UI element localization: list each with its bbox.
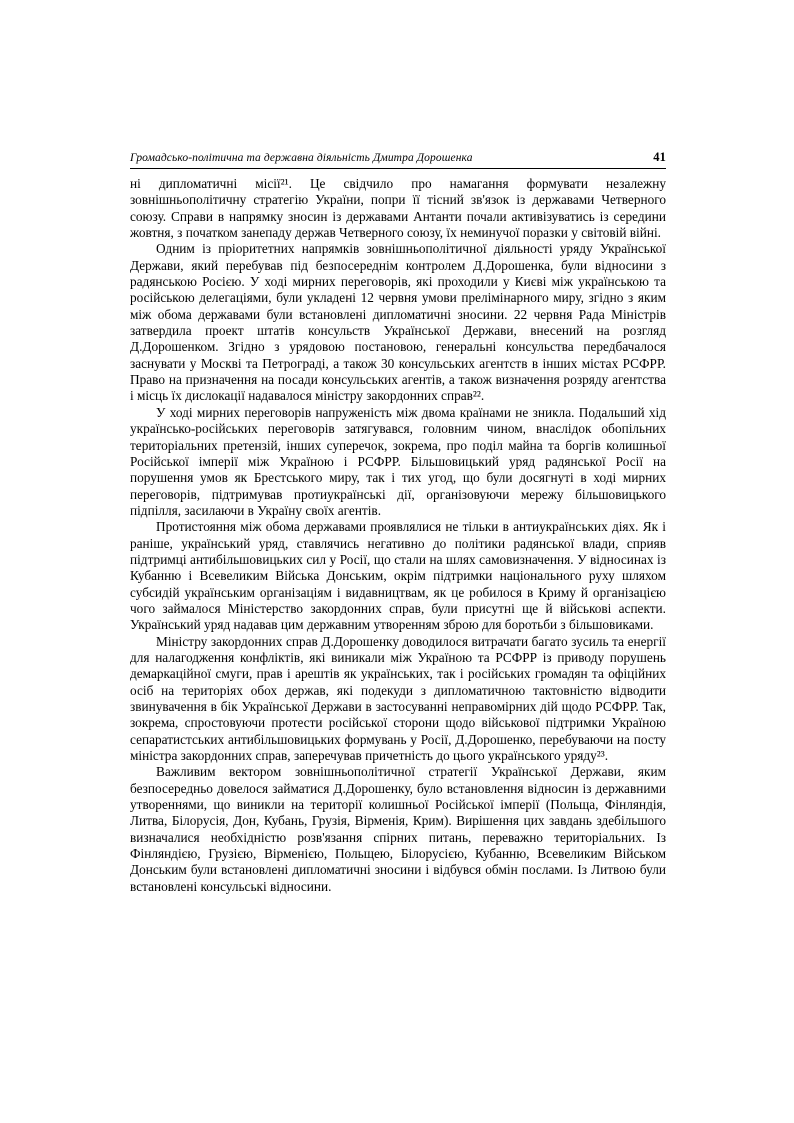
page-number: 41	[653, 150, 666, 164]
paragraph: Міністру закордонних справ Д.Дорошенку доводилося витрачати багато зусиль та енергії для налагодження конфліктів, які виникали між Україною та РСФРР із приводу порушень демаркаційної смуги, прав і арештів як українських, так і російських громадян та офіційних осіб на територіях обох держав, які подекуди з дипломатичною тактовністю відводити звинувачення в бік Української Держави в застосуванні неправомірних дій щодо РСФРР. Так, зокрема, спростовуючи протести російської сторони щодо військової підтримки Україною сепаратистських антибільшовицьких формувань у Росії, Д.Дорошенко, перебуваючи на посту міністра закордонних справ, заперечував причетність до цього українського уряду²³.	[130, 633, 666, 764]
paragraph: ні дипломатичні місії²¹. Це свідчило про намагання формувати незалежну зовнішньополітичну стратегію України, попри її тісний зв'язок із державами Четверного союзу. Справи в напрямку зносин із державами Антанти почали активізуватись із середини жовтня, з початком занепаду держав Четверного союзу, їх неминучої поразки у світовій війні.	[130, 176, 666, 241]
paragraph: Одним із пріоритетних напрямків зовнішньополітичної діяльності уряду Української Держави, який перебував під безпосереднім контролем Д.Дорошенка, були відносини з радянською Росією. У ході мирних переговорів, які проходили у Києві між українською та російською делегаціями, були укладені 12 червня умови прелімінарного миру, згідно з яким між обома державами були встановлені дипломатичні зносини. 22 червня Рада Міністрів затвердила проект штатів консульств Української Держави, внесений на розгляд Д.Дорошенком. Згідно з урядовою постановою, генеральні консульства передбачалося заснувати у Москві та Петрограді, а також 30 консульських агентств в інших містах РСФРР. Право на призначення на посади консульських агентів, а також визначення розряду агентства і місць їх дислокації надавалося міністру закордонних справ²².	[130, 241, 666, 404]
page-content	[130, 150, 666, 895]
paragraph: У ході мирних переговорів напруженість між двома країнами не зникла. Подальший хід українсько-російських переговорів затягувався, головним чином, внаслідок обопільних територіальних претензій, інших суперечок, зокрема, про поділ майна та боргів колишньої Російської імперії між Україною і РСФРР. Більшовицький уряд радянської Росії на порушення умов як Брестського миру, так і тих угод, що були досягнуті в ході мирних переговорів, підтримував протиукраїнські дії, організовуючи мережу більшовицького підпілля, засилаючи в Україну своїх агентів.	[130, 404, 666, 518]
paragraph: Важливим вектором зовнішньополітичної стратегії Української Держави, яким безпосередньо довелося займатися Д.Дорошенку, було встановлення відносин із державними утвореннями, що виникли на території колишньої Російської імперії (Польща, Фінляндія, Литва, Білорусія, Дон, Кубань, Грузія, Вірменія, Крим). Вирішення цих завдань здебільшого визначалися необхідністю розв'язання спірних питань, переважно територіальних. Із Фінляндією, Грузією, Вірменією, Польщею, Білорусією, Кубанню, Всевеликим Військом Донським були встановлені дипломатичні зносини і відбувся обмін послами. Із Литвою були встановлені консульські відносини.	[130, 764, 666, 894]
running-header	[130, 150, 666, 167]
running-title: Громадсько-політична та державна діяльність Дмитра Дорошенка	[130, 152, 473, 164]
body-text	[130, 176, 666, 895]
header-divider	[130, 168, 666, 169]
paragraph: Протистояння між обома державами проявлялися не тільки в антиукраїнських діях. Як і раніше, український уряд, ставлячись негативно до політики радянської влади, сприяв підтримці антибільшовицьких сил у Росії, що стали на шлях самовизначення. У відносинах із Кубанню і Всевеликим Війська Донським, окрім підтримки національного руху шляхом субсидій українським організаціям і видавництвам, як це робилося в Криму й організацією чого займалося Міністерство закордонних справ, були присутні ще й військові аспекти. Український уряд надавав цим державним утворенням зброю для боротьби з більшовиками.	[130, 519, 666, 633]
